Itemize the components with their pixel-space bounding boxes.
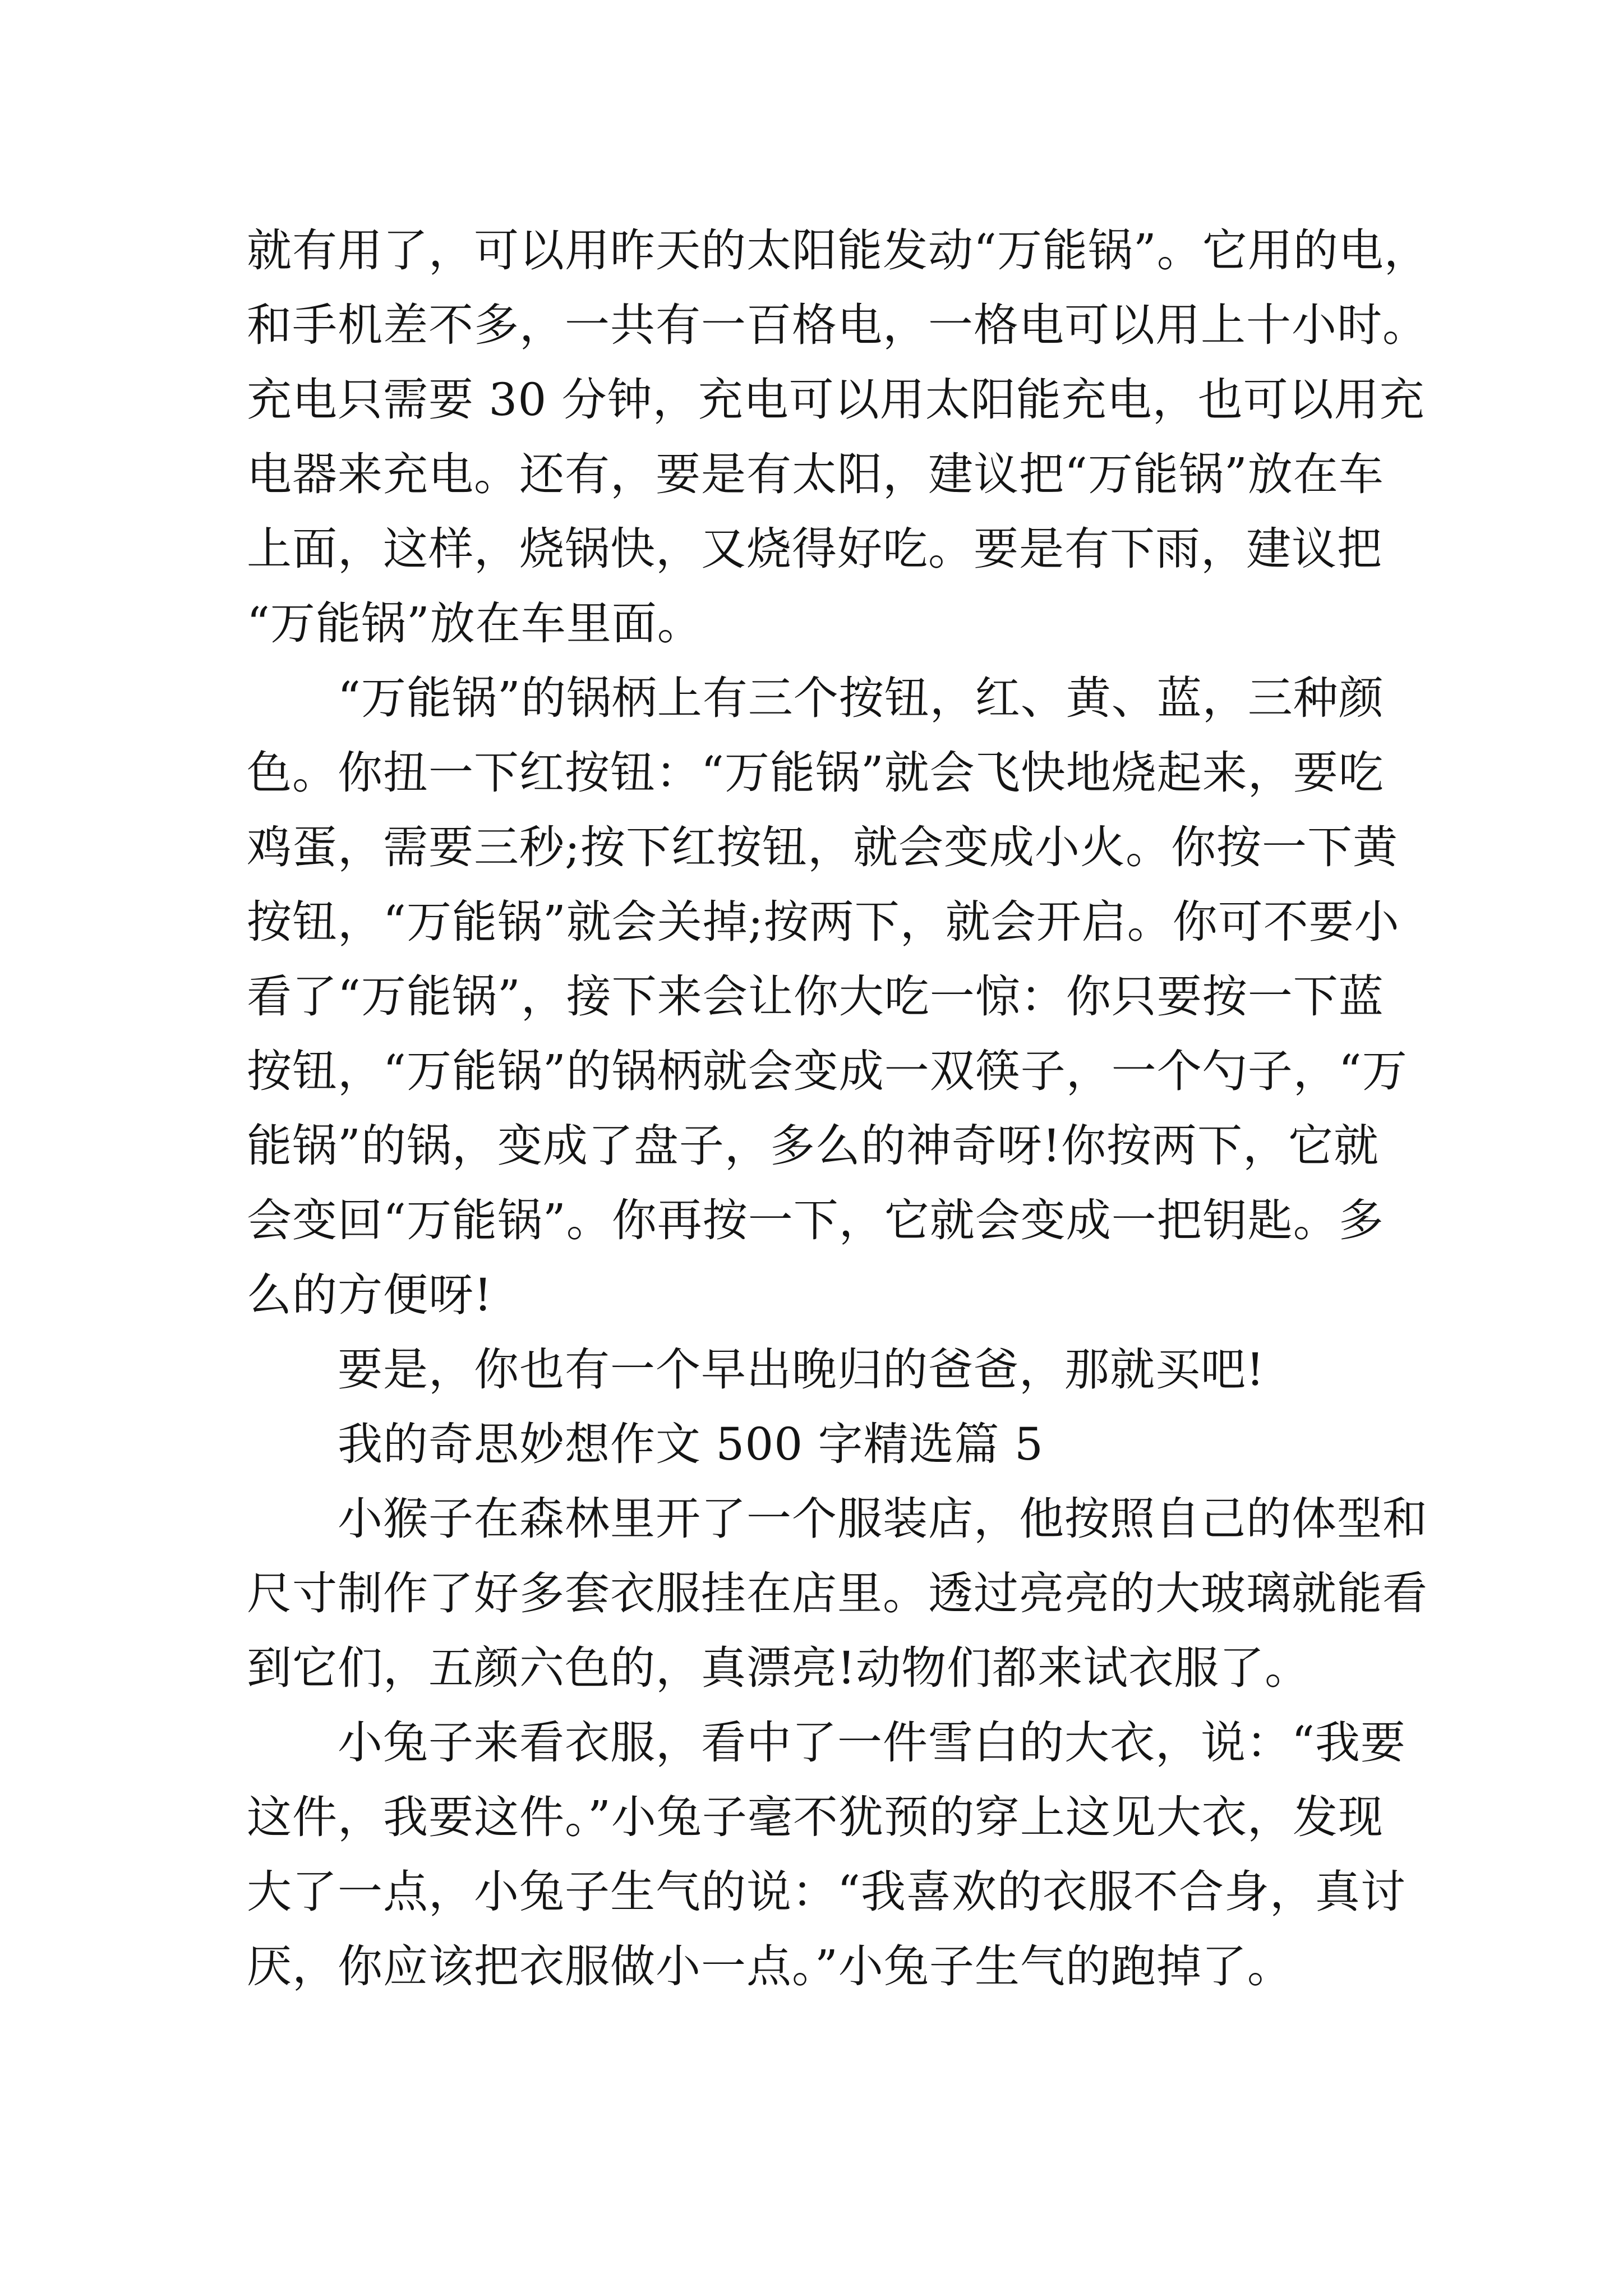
text-line: 电器来充电。还有，要是有太阳，建议把“万能锅”放在车 [247, 448, 1384, 500]
text-line: 么的方便呀! [247, 1269, 493, 1321]
paragraph-first-line: 小猴子在森林里开了一个服装店，他按照自己的体型和 [338, 1493, 1428, 1545]
text-line: 色。你扭一下红按钮：“万能锅”就会飞快地烧起来，要吃 [247, 747, 1384, 799]
text-line: 到它们，五颜六色的，真漂亮!动物们都来试衣服了。 [247, 1642, 1311, 1694]
text-line: 按钮，“万能锅”的锅柄就会变成一双筷子，一个勺子，“万 [247, 1045, 1408, 1097]
text-line: 充电只需要 30 分钟，充电可以用太阳能充电，也可以用充 [247, 374, 1425, 426]
text-line: 按钮，“万能锅”就会关掉;按两下，就会开启。你可不要小 [247, 896, 1400, 948]
text-line: “万能锅”放在车里面。 [247, 597, 703, 650]
paragraph-first-line: “万能锅”的锅柄上有三个按钮，红、黄、蓝，三种颜 [338, 672, 1384, 724]
text-line: 就有用了，可以用昨天的太阳能发动“万能锅”。它用的电， [247, 224, 1430, 277]
paragraph-first-line: 要是，你也有一个早出晚归的爸爸，那就买吧! [338, 1343, 1265, 1396]
document-body [247, 213, 1430, 2004]
text-line: 上面，这样，烧锅快，又烧得好吃。要是有下雨，建议把 [247, 523, 1382, 575]
text-line: 能锅”的锅，变成了盘子，多么的神奇呀!你按两下，它就 [247, 1120, 1380, 1172]
text-line: 看了“万能锅”，接下来会让你大吃一惊：你只要按一下蓝 [247, 970, 1384, 1023]
text-line: 尺寸制作了好多套衣服挂在店里。透过亮亮的大玻璃就能看 [247, 1567, 1428, 1619]
text-line: 和手机差不多，一共有一百格电，一格电可以用上十小时。 [247, 299, 1428, 351]
text-line: 这件，我要这件。”小兔子毫不犹预的穿上这见大衣，发现 [247, 1791, 1384, 1843]
text-line: 厌，你应该把衣服做小一点。”小兔子生气的跑掉了。 [247, 1940, 1293, 1993]
text-line: 大了一点，小兔子生气的说：“我喜欢的衣服不合身，真讨 [247, 1866, 1406, 1918]
text-line: 鸡蛋，需要三秒;按下红按钮，就会变成小火。你按一下黄 [247, 821, 1398, 873]
section-heading: 我的奇思妙想作文 500 字精选篇 5 [338, 1418, 1044, 1470]
paragraph-first-line: 小兔子来看衣服，看中了一件雪白的大衣，说：“我要 [338, 1717, 1406, 1769]
text-line: 会变回“万能锅”。你再按一下，它就会变成一把钥匙。多 [247, 1194, 1384, 1246]
